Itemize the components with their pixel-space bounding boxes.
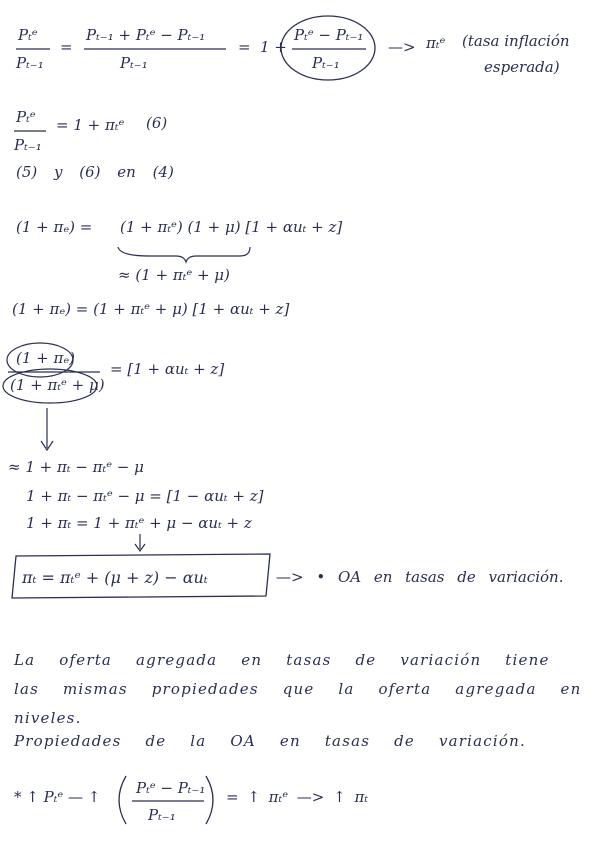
left-parenthesis: [119, 776, 126, 824]
equation-label: —> • OA en tasas de variación.: [276, 568, 564, 586]
fraction-denominator: Pₜ₋₁: [14, 136, 42, 154]
equation-rhs: = 1 + πₜᵉ: [56, 116, 125, 134]
lhs-denominator: Pₜ₋₁: [16, 54, 44, 72]
right-parenthesis: [206, 776, 213, 824]
fraction-numerator: Pₜᵉ − Pₜ₋₁: [136, 779, 206, 797]
substitution-note: (5) y (6) en (4): [16, 163, 174, 181]
boxed-equation: πₜ = πₜᵉ + (μ + z) − αuₜ: [22, 568, 208, 587]
circled-numerator: (1 + πₑ): [16, 349, 76, 367]
equation: 1 + πₜ − πₜᵉ − μ = [1 − αuₜ + z]: [26, 487, 264, 505]
middle-denominator: Pₜ₋₁: [120, 54, 148, 72]
expected-inflation-symbol: πₜᵉ: [426, 34, 446, 52]
approximation: ≈ (1 + πₜᵉ + μ): [118, 266, 230, 284]
lhs-numerator: Pₜᵉ: [18, 26, 38, 44]
down-arrow-icon: [41, 441, 53, 450]
down-arrow-icon: [135, 544, 145, 551]
one-plus: 1 +: [260, 38, 287, 56]
equation: 1 + πₜ = 1 + πₜᵉ + μ − αuₜ + z: [26, 514, 252, 532]
equals-sign: =: [60, 38, 73, 56]
annotation-text: esperada): [484, 58, 560, 76]
equation: ≈ 1 + πₜ − πₜᵉ − μ: [8, 458, 144, 476]
circled-denominator: Pₜ₋₁: [312, 54, 340, 72]
equation-rhs: = [1 + αuₜ + z]: [110, 360, 225, 378]
equation-rhs: (1 + πₜᵉ) (1 + μ) [1 + αuₜ + z]: [120, 218, 343, 236]
equation-tag: (6): [146, 114, 168, 132]
equals-sign: =: [238, 38, 251, 56]
equation-lhs: (1 + πₑ) =: [16, 218, 93, 236]
paragraph: La oferta agregada en tasas de variación tiene las mismas propiedades que la oferta agregada en niveles.: [14, 651, 582, 727]
property-start: * ↑ Pₜᵉ — ↑: [14, 788, 101, 806]
circled-numerator: Pₜᵉ − Pₜ₋₁: [294, 26, 364, 44]
equation: (1 + πₑ) = (1 + πₜᵉ + μ) [1 + αuₜ + z]: [12, 300, 290, 318]
implies-arrow: —>: [388, 38, 416, 56]
fraction-denominator: Pₜ₋₁: [148, 806, 176, 824]
paragraph: Propiedades de la OA en tasas de variación.: [14, 732, 526, 750]
property-result: = ↑ πₜᵉ —> ↑ πₜ: [226, 788, 369, 806]
annotation-text: (tasa inflación: [462, 32, 570, 50]
underbrace: [118, 247, 250, 262]
circled-denominator: (1 + πₜᵉ + μ): [10, 376, 105, 394]
middle-numerator: Pₜ₋₁ + Pₜᵉ − Pₜ₋₁: [86, 26, 206, 44]
fraction-numerator: Pₜᵉ: [16, 108, 36, 126]
